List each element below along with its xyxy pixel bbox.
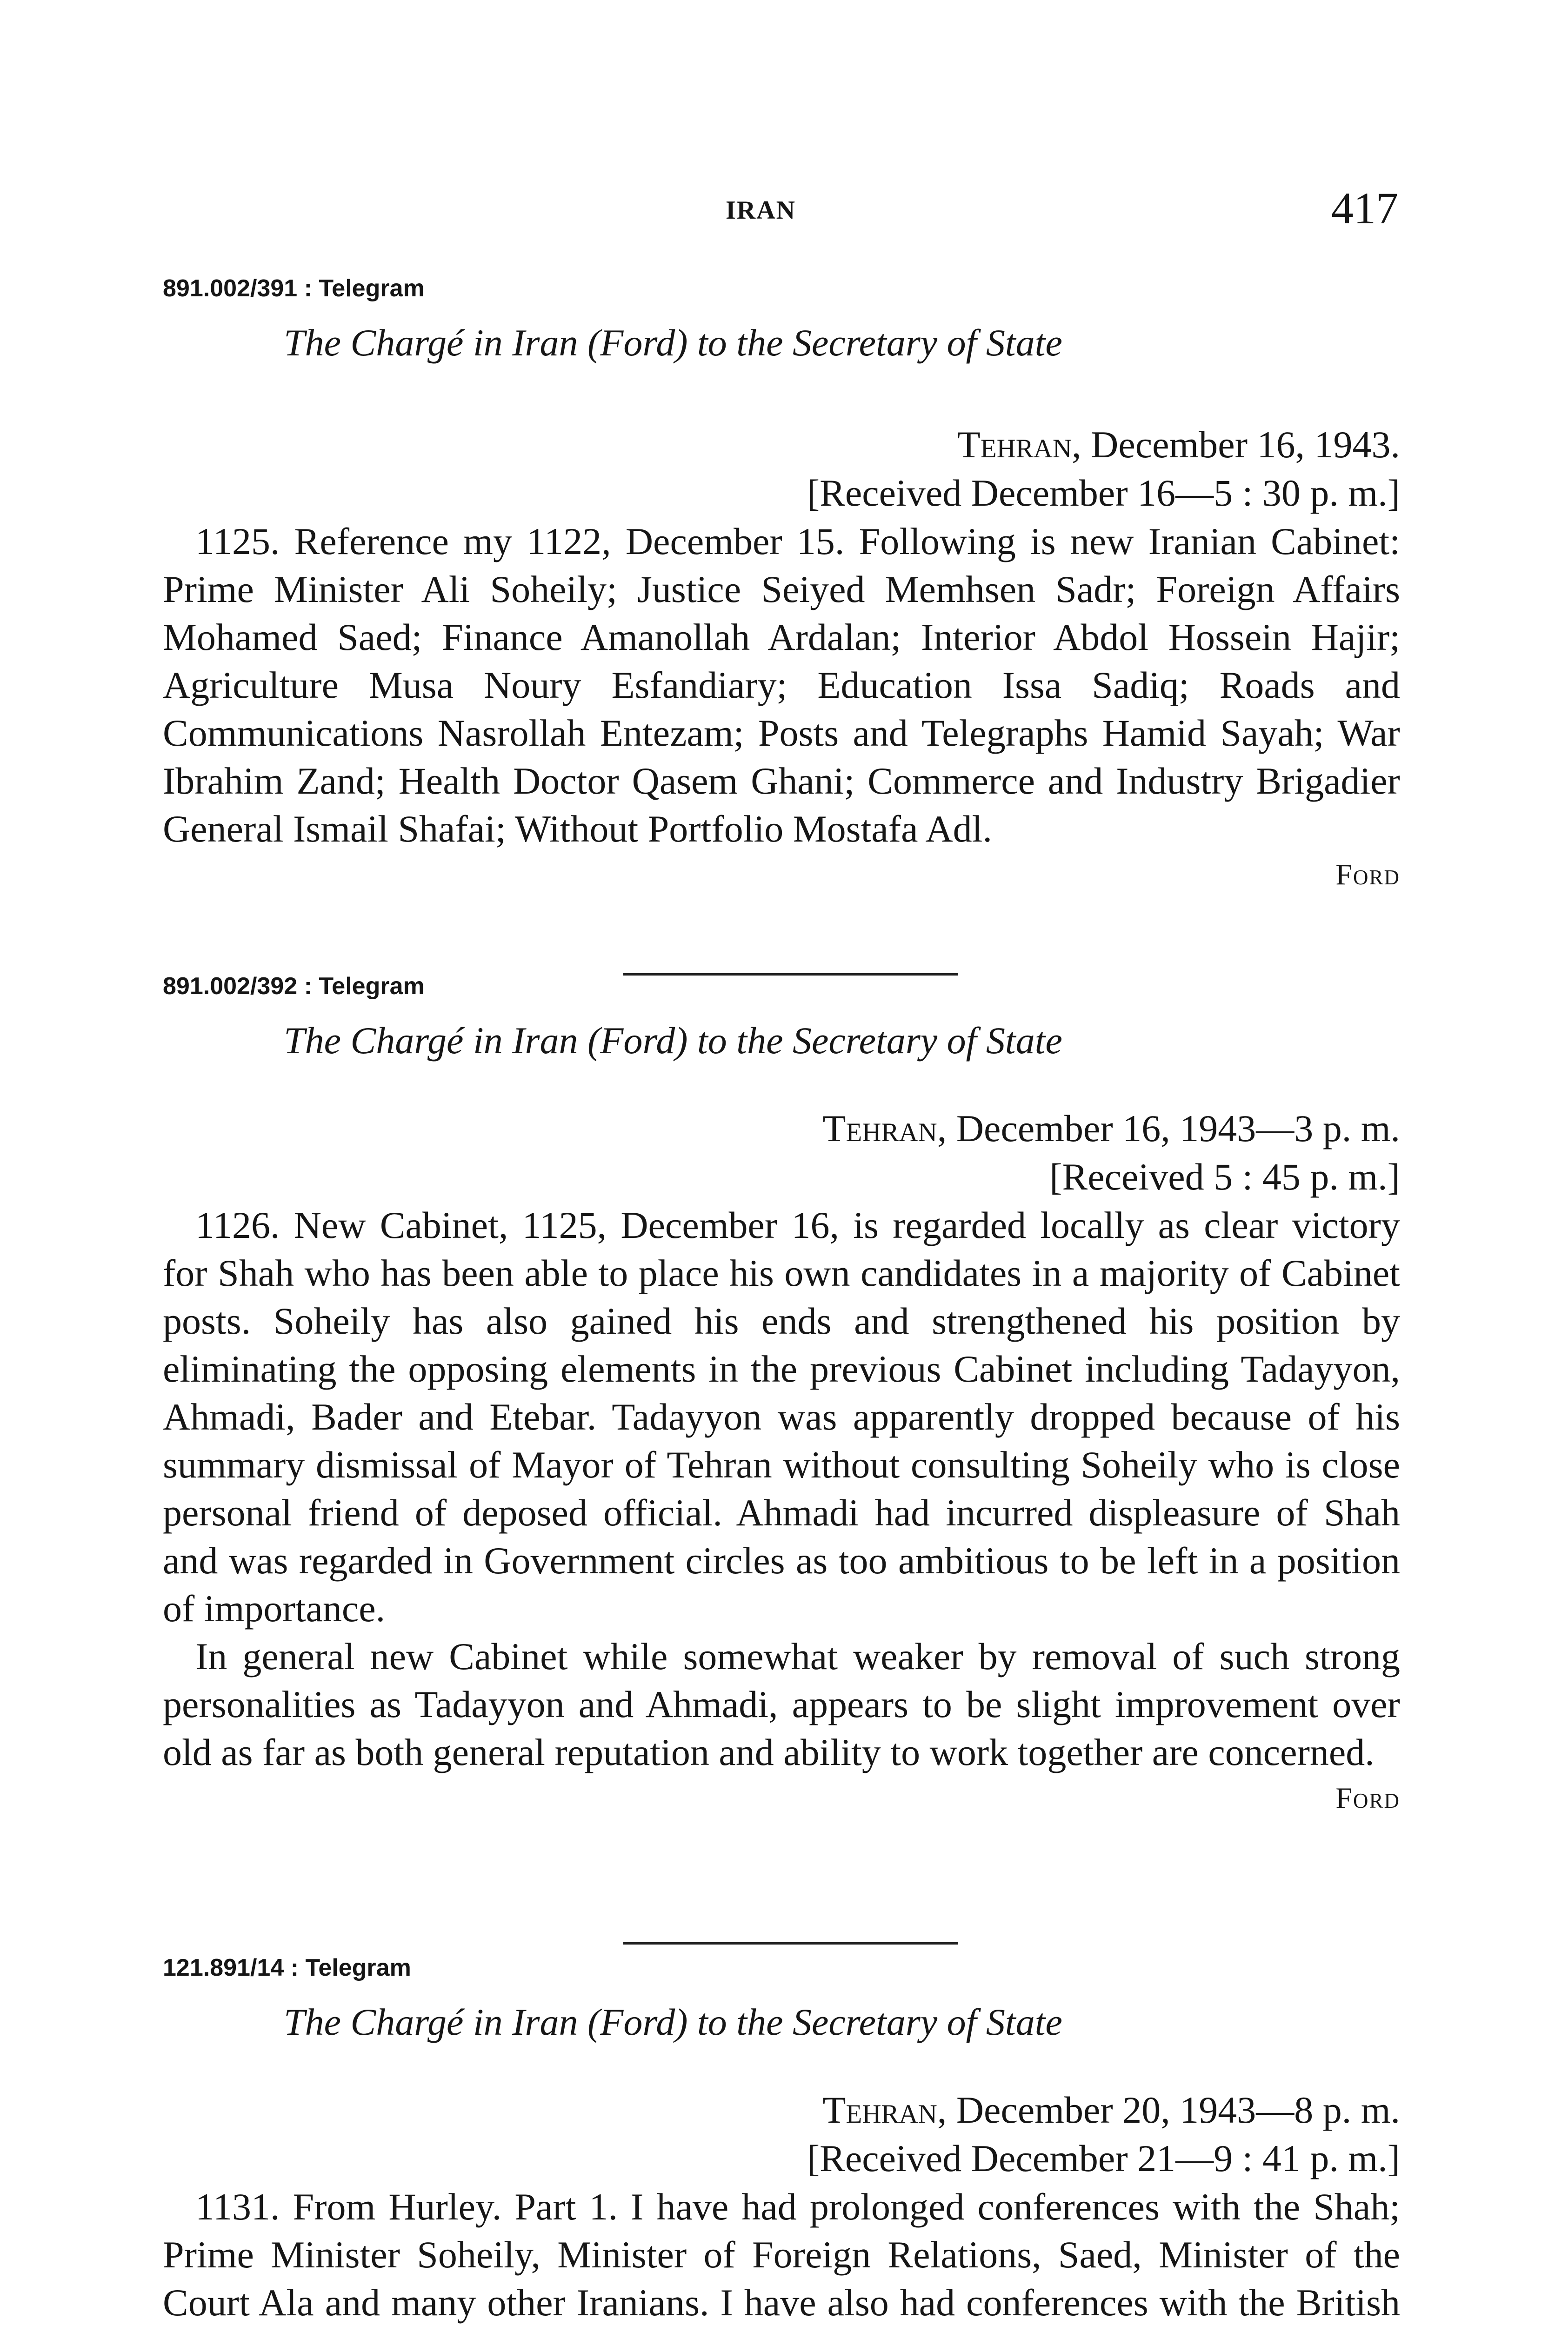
file-reference: 121.891/14 : Telegram [163,1954,411,1981]
received-line: [Received December 16—5 : 30 p. m.] [807,472,1400,514]
file-reference: 891.002/392 : Telegram [163,973,425,1000]
dateline [163,2086,1400,2134]
dateline-date: , December 16, 1943. [1072,423,1400,466]
dateline [163,421,1400,469]
received-line: [Received December 21—9 : 41 p. m.] [807,2137,1400,2179]
received-line: [Received 5 : 45 p. m.] [1049,1156,1400,1198]
body-paragraph: 1126. New Cabinet, 1125, December 16, is regarded locally as clear victory for Shah who has been able to place his own candidates in a majority of Cabinet posts. Soheily has also gained his ends and strengthened his position by eliminating the opposing elements in the previous Cabinet including Tadayyon, Ahmadi, Bader and Etebar. Tadayyon was apparently dropped because of his summary dismissal of Mayor of Tehran without consulting Soheily who is close personal friend of deposed official. Ahmadi had incurred displeasure of Shah and was regarded in Government circles as too ambitious to be left in a position of importance. [163,1204,1400,1630]
page-number: 417 [1331,183,1398,233]
section-divider [623,1942,958,1945]
signature: Ford [1335,1781,1400,1814]
dateline-place: Tehran [957,423,1072,466]
telegram-121-891-14 [163,1954,1400,2326]
document-title: The Chargé in Iran (Ford) to the Secretary of State [284,1019,1062,1062]
document-title: The Chargé in Iran (Ford) to the Secretary of State [284,2001,1062,2043]
telegram-391 [163,274,1400,892]
document-title: The Chargé in Iran (Ford) to the Secretary of State [284,321,1062,364]
dateline-place: Tehran [822,2089,937,2131]
body-paragraph: In general new Cabinet while somewhat weaker by removal of such strong personalities as Tadayyon and Ahmadi, appears to be slight improvement over old as far as both general reputation and ability to work together are concerned. [163,1635,1400,1773]
dateline-date: , December 20, 1943—8 p. m. [937,2089,1400,2131]
file-reference: 891.002/391 : Telegram [163,275,425,302]
body-paragraph: 1131. From Hurley. Part 1. I have had prolonged conferences with the Shah; Prime Minister Soheily, Minister of Foreign Relations, Saed, Minister of the Court Ala and many other Iranians. I have also had conferences with the British [163,2186,1400,2324]
signature: Ford [1335,858,1400,891]
dateline-date: , December 16, 1943—3 p. m. [937,1107,1400,1150]
running-head: IRAN [726,196,796,225]
telegram-392 [163,972,1400,1815]
dateline [163,1104,1400,1153]
dateline-place: Tehran [822,1107,937,1150]
body-paragraph: 1125. Reference my 1122, December 15. Following is new Iranian Cabinet: Prime Minister Ali Soheily; Justice Seiyed Memhsen Sadr; Foreign Affairs Mohamed Saed; Finance Amanollah Ardalan; Interior Abdol Hossein Hajir; Agriculture Musa Noury Esfandiary; Education Issa Sadiq; Roads and Communications Nasrollah Entezam; Posts and Telegraphs Hamid Sayah; War Ibrahim Zand; Health Doctor Qasem Ghani; Commerce and Industry Brigadier General Ismail Shafai; Without Portfolio Mostafa Adl. [163,520,1400,850]
